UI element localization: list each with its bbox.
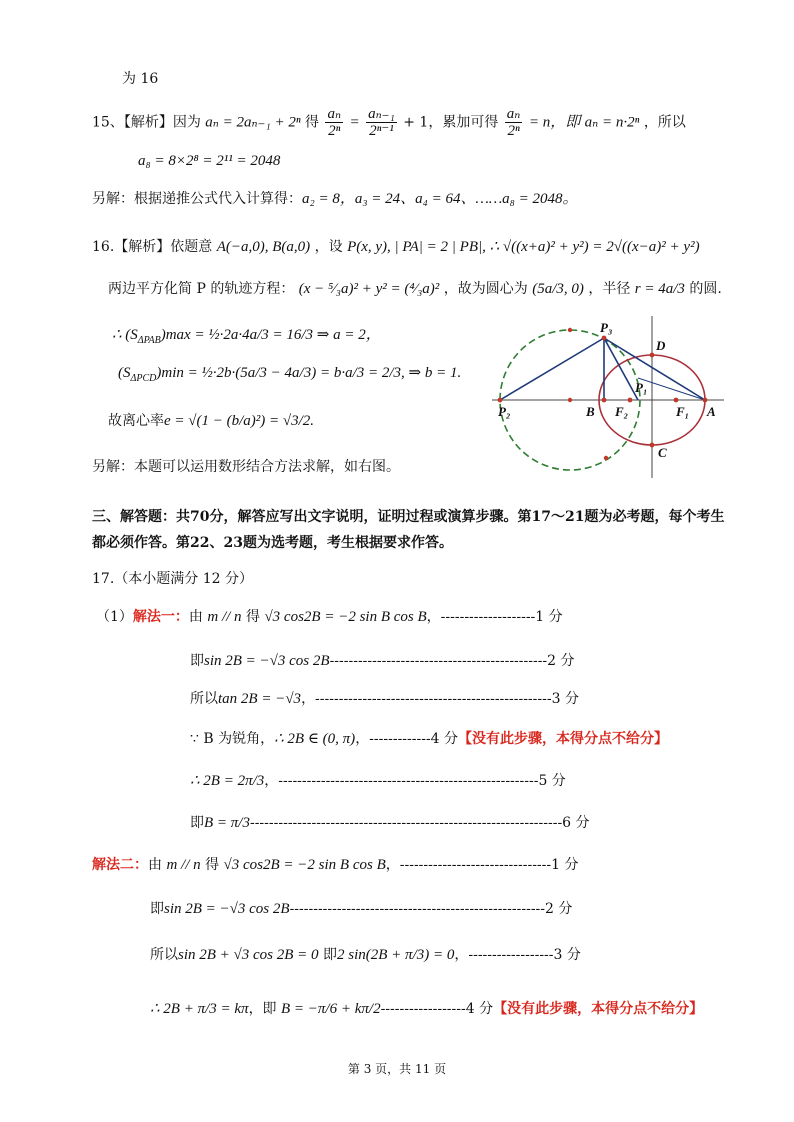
p16-locus-equation: (x − ⁵⁄₃a)² + y² = (⁴⁄₃a)²: [298, 281, 440, 297]
previous-answer-tail: 为 16: [122, 71, 159, 87]
p15-de: 得: [305, 114, 319, 131]
note-no-step-2: 【没有此步骤，本得分点不给分】: [493, 1001, 704, 1017]
segment-p1-a: [638, 378, 705, 400]
q17-step2: 即sin 2B = −√3 cos 2B----------------------------------------------2 分: [190, 653, 575, 669]
q17-method2-step1: 解法二：由 m // n 得 √3 cos2B = −2 sin B cos B，--------------------------------1 分: [92, 857, 579, 873]
label-c: C: [658, 445, 667, 460]
p15-frac-rhs: $\frac{\text{aₙ₋₁}}{\text{2ⁿ⁻¹}}$: [368, 106, 395, 139]
method1-label: 解法一：: [132, 609, 189, 625]
q17-step1: （1）解法一：由 m // n 得 √3 cos2B = −2 sin B cos B，--------------------1 分: [96, 609, 563, 625]
p15-general-term: aₙ = n·2ⁿ: [584, 114, 640, 131]
dot-a: [703, 398, 708, 403]
dot-b: [602, 398, 607, 403]
q17-step3: 所以tan 2B = −√3，--------------------------------------------------3 分: [190, 691, 579, 707]
section3-line2: 都必须作答。第22、23题为选考题，考生根据要求作答。: [92, 535, 453, 551]
q17-method2-step3: 所以sin 2B + √3 cos 2B = 0 即2 sin(2B + π/3) = 0，------------------3 分: [150, 947, 581, 963]
q17-method2-step4: ∴ 2B + π/3 = kπ，即 B = −π/6 + kπ/2------------------4 分【没有此步骤，本得分点不给分】: [150, 1001, 704, 1017]
dot-d: [650, 353, 655, 358]
p15-label: 15、【解析】因为: [92, 114, 201, 131]
p15-plus1: + 1，累加可得: [403, 114, 499, 131]
p15-alt-line: 另解：根据递推公式代入计算得：a₂ = 8，a₃ = 24、a₄ = 64、……a₈ = 2048。: [92, 191, 578, 207]
label-p2: P₂: [498, 404, 511, 419]
p15-frac2: $\frac{\text{aₙ}}{\text{2ⁿ}}$: [506, 106, 521, 139]
label-p1: P₁: [635, 380, 648, 395]
p16-label: 16.【解析】依题意: [92, 239, 213, 255]
label-f1: F₁: [676, 404, 690, 419]
q17-step4: ∵ B 为锐角，∴ 2B ∈ (0, π)，-------------4 分【没有此步骤，本得分点不给分】: [190, 731, 669, 747]
geometry-figure: [488, 312, 728, 482]
page-footer: 第 3 页，共 11 页: [347, 1062, 447, 1076]
q17-title: 17.（本小题满分 12 分）: [92, 571, 253, 587]
q17-method2-step2: 即sin 2B = −√3 cos 2B------------------------------------------------------2 分: [150, 901, 573, 917]
dot-f2: [628, 398, 633, 403]
section3-line1: 三、解答题：共70分，解答应写出文字说明，证明过程或演算步骤。第17～21题为必考题，每个考生: [92, 509, 725, 525]
p16-min-area: $(S_{\Delta PCD})\min$ = ½·2b·(5a/3 − 4a/3) = b·a/3 = 2/3, ⇒ b = 1.: [118, 365, 462, 384]
p16-max-area: ∴ $(S_{\Delta PAB})\max$ = ½·2a·4a/3 = 16/3 ⇒ a = 2，: [112, 327, 381, 346]
p15-frac-lhs: $\frac{\text{aₙ}}{\text{2ⁿ}}$: [327, 106, 342, 139]
note-no-step: 【没有此步骤，本得分点不给分】: [458, 731, 669, 747]
p15-result: a₈ = 8×2⁸ = 2¹¹ = 2048: [138, 153, 281, 169]
p16-line2: 两边平方化简 P 的轨迹方程： (x − ⁵⁄₃a)² + y² = (⁴⁄₃a)² ，故为圆心为 (5a/3, 0) ，半径 r = 4a/3 的圆.: [108, 281, 722, 297]
p16-alt-line: 另解：本题可以运用数形结合方法求解，如右图。: [92, 459, 400, 475]
p16-condition: P(x, y), | PA| = 2 | PB|, ∴ √((x+a)² + y²) = 2√((x−a)² + y²): [347, 239, 700, 255]
dot-circle-bottom: [604, 456, 608, 460]
p15-line1: 15、【解析】因为 aₙ = 2aₙ₋₁ + 2ⁿ 得 $\frac{\text{aₙ}}{\text{2ⁿ}}$ = $\frac{\text{aₙ₋₁}}{\text{2ⁿ⁻¹}}$ + 1，累加可得 $\frac{\text{aₙ}}{\text{2ⁿ}}$ = n，即 aₙ = n·2ⁿ ，所以: [92, 106, 686, 139]
q17-step5: ∴ 2B = 2π/3，-------------------------------------------------------5 分: [190, 773, 566, 789]
dot-p3: [602, 336, 607, 341]
dot-p2: [498, 398, 503, 403]
label-f2: F₂: [615, 404, 629, 419]
label-d: D: [656, 338, 666, 353]
p16-line1: 16.【解析】依题意 A(−a,0), B(a,0) ，设 P(x, y), | PA| = 2 | PB|, ∴ √((x+a)² + y²) = 2√((x−a)² + y²): [92, 239, 700, 255]
method2-label: 解法二：: [92, 857, 148, 873]
dot-c: [650, 443, 655, 448]
label-b: B: [586, 404, 595, 419]
label-p3: P₃: [600, 320, 613, 335]
segment-p2-p3: [500, 338, 604, 400]
p15-recurrence: aₙ = 2aₙ₋₁ + 2ⁿ: [205, 114, 301, 131]
dot-circle-top: [568, 328, 572, 332]
label-a: A: [707, 404, 716, 419]
dot-center: [568, 398, 572, 402]
q17-step6: 即B = π/3------------------------------------------------------------------6 分: [190, 815, 590, 831]
p16-eccentricity: 故离心率e = √(1 − (b/a)²) = √3/2.: [108, 413, 315, 429]
dot-f1: [674, 398, 679, 403]
